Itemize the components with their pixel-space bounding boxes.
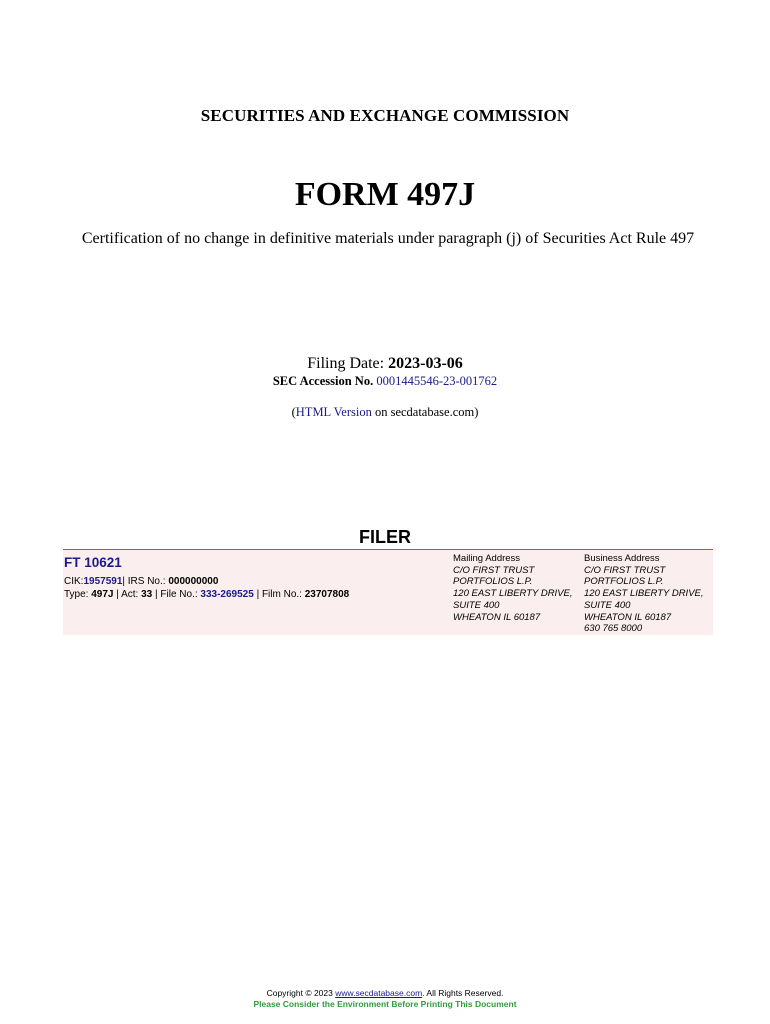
business-address-line: 120 EAST LIBERTY DRIVE, [584, 588, 704, 600]
filing-date-value: 2023-03-06 [388, 355, 463, 372]
irs-value: 000000000 [168, 576, 219, 587]
html-version-note [0, 405, 770, 420]
business-address [584, 553, 704, 635]
business-address-title: Business Address [584, 553, 660, 564]
mailing-address-line: WHEATON IL 60187 [453, 611, 541, 623]
file-label: | File No.: [152, 589, 201, 600]
file-value[interactable]: 333-269525 [200, 589, 254, 600]
business-address-line: SUITE 400 [584, 599, 631, 611]
mailing-address-line: 120 EAST LIBERTY DRIVE, [453, 588, 573, 600]
filing-date-label: Filing Date: [307, 355, 385, 372]
copyright-prefix: Copyright © 2023 [266, 988, 336, 998]
html-version-link[interactable]: HTML Version [295, 405, 372, 419]
mailing-address-line: PORTFOLIOS L.P. [453, 576, 533, 588]
business-address-line: PORTFOLIOS L.P. [584, 576, 664, 588]
filer-section-title: FILER [359, 527, 411, 547]
type-value: 497J [91, 589, 114, 600]
irs-label: | IRS No.: [122, 576, 169, 587]
form-title: FORM 497J [294, 176, 476, 213]
filer-cik-line [64, 576, 218, 587]
act-label: | Act: [113, 589, 142, 600]
cik-label: CIK: [64, 576, 84, 587]
html-version-rest: on secdatabase.com) [371, 405, 479, 419]
film-value: 23707808 [304, 589, 350, 600]
type-label: Type: [64, 589, 92, 600]
mailing-address [453, 553, 573, 623]
business-address-line: C/O FIRST TRUST [584, 564, 666, 576]
business-phone: 630 765 8000 [584, 623, 643, 635]
secdatabase-link[interactable]: www.secdatabase.com [335, 988, 423, 998]
film-label: | Film No.: [253, 589, 305, 600]
act-value: 33 [141, 589, 153, 600]
form-description: Certification of no change in definitive materials under paragraph (j) of Securities Act Rule 497 [81, 230, 695, 247]
mailing-address-title: Mailing Address [453, 553, 521, 564]
html-open-paren: ( [291, 405, 296, 419]
copyright-notice [0, 988, 770, 998]
mailing-address-line: SUITE 400 [453, 599, 500, 611]
accession-value: 0001445546-23-001762 [376, 374, 498, 388]
filing-date [0, 355, 770, 373]
cik-value[interactable]: 1957591 [83, 576, 123, 587]
business-address-line: WHEATON IL 60187 [584, 611, 672, 623]
accession-label: SEC Accession No. [272, 374, 374, 388]
accession-number [0, 374, 770, 389]
copyright-suffix: . All Rights Reserved. [422, 988, 504, 998]
environment-note: Please Consider the Environment Before Printing This Document [253, 999, 517, 1009]
commission-title: SECURITIES AND EXCHANGE COMMISSION [200, 106, 570, 125]
filer-name[interactable]: FT 10621 [64, 555, 122, 570]
filer-type-line [64, 589, 349, 600]
mailing-address-line: C/O FIRST TRUST [453, 564, 535, 576]
